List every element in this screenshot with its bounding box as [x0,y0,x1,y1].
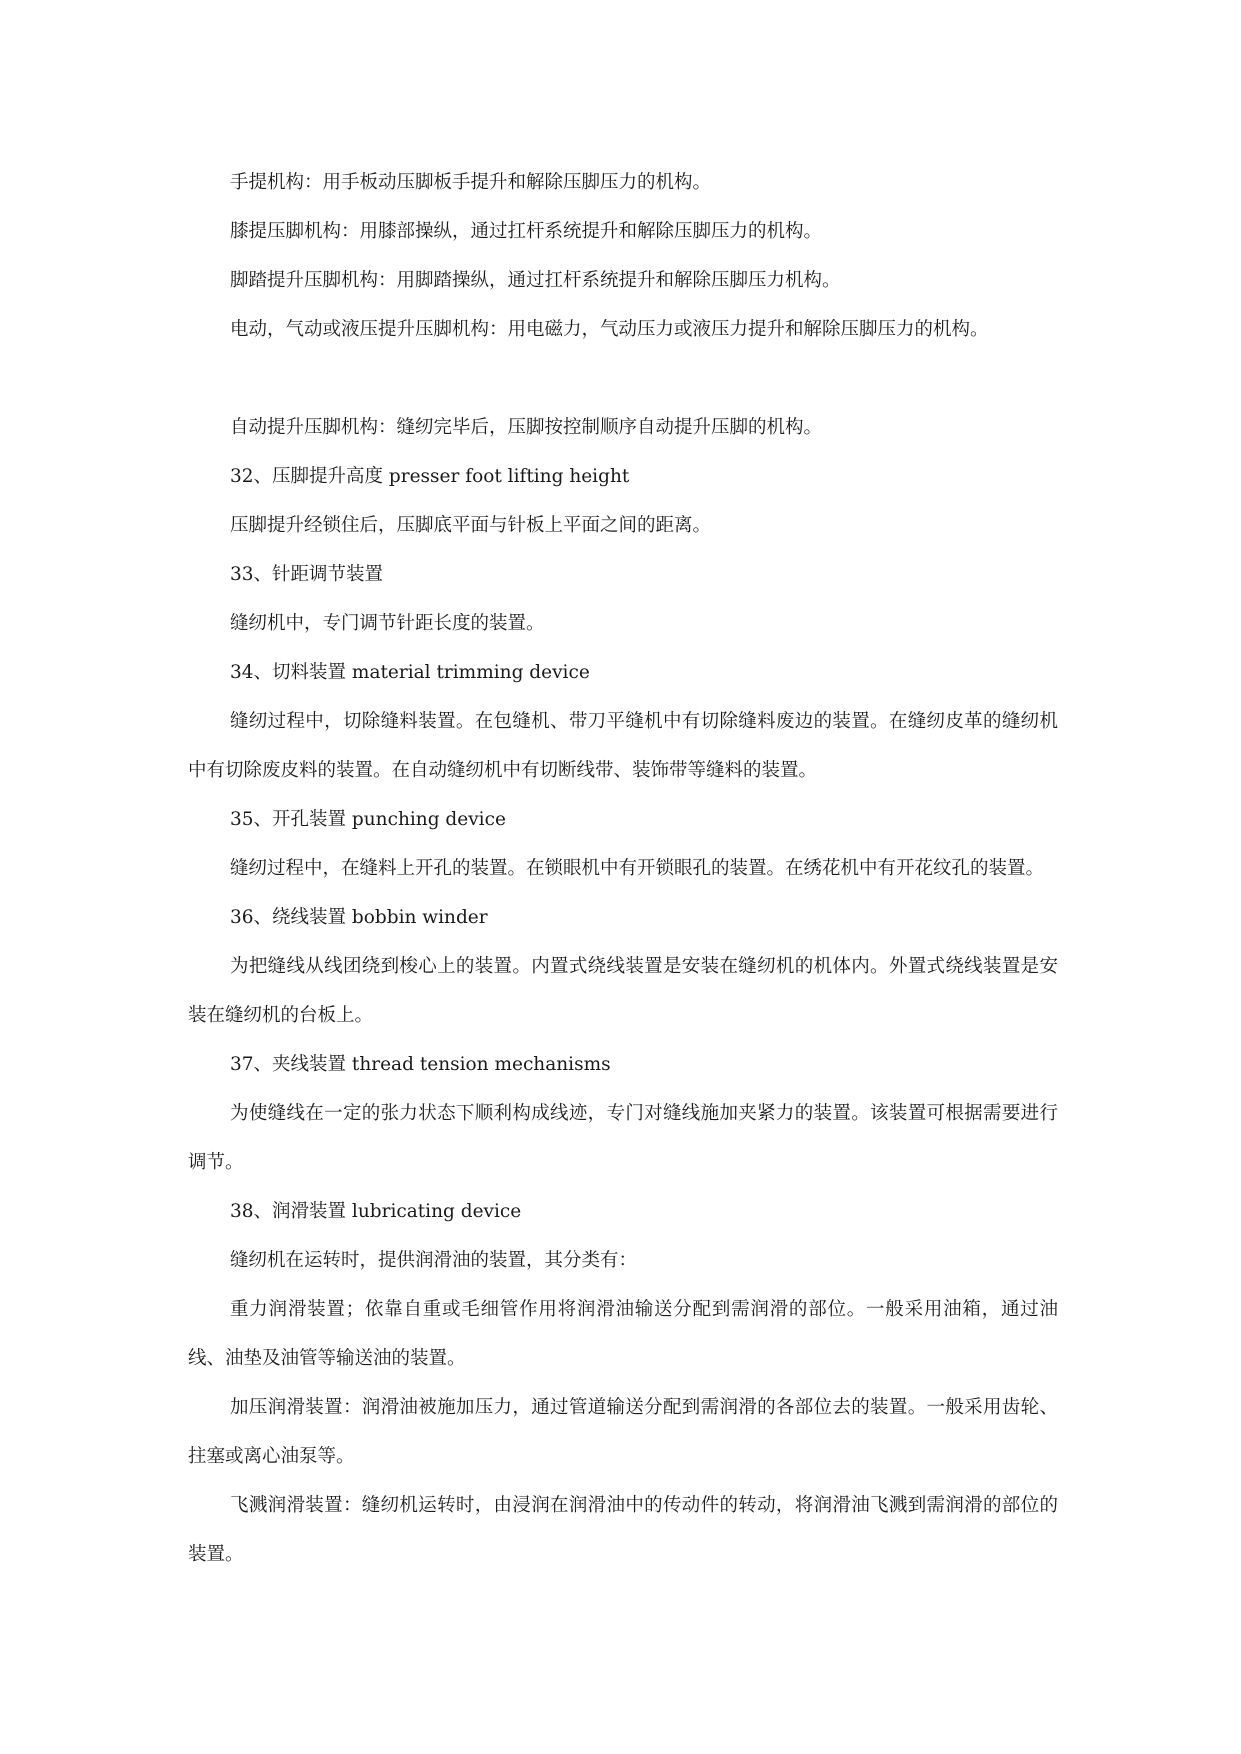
document-body [188,158,1058,1579]
paragraph-knee-lifter: 膝提压脚机构：用膝部操纵，通过扛杆系统提升和解除压脚压力的机构。 [230,221,823,242]
paragraph-auto-lifter: 自动提升压脚机构：缝纫完毕后，压脚按控制顺序自动提升压脚的机构。 [230,417,823,438]
heading-34: 34、切料装置 material trimming device [230,662,590,683]
paragraph-38-intro: 缝纫机在运转时，提供润滑油的装置，其分类有： [230,1250,638,1271]
paragraph-gravity-lubrication: 重力润滑装置；依靠自重或毛细管作用将润滑油输送分配到需润滑的部位。一般采用油箱，通过油线、油垫及油管等输送油的装置。 [188,1299,1058,1369]
paragraph-powered-lifter: 电动，气动或液压提升压脚机构：用电磁力，气动压力或液压力提升和解除压脚压力的机构。 [230,319,989,340]
paragraph-pressure-lubrication: 加压润滑装置：润滑油被施加压力，通过管道输送分配到需润滑的各部位去的装置。一般采用齿轮、拄塞或离心油泵等。 [188,1397,1058,1467]
heading-36: 36、绕线装置 bobbin winder [230,907,488,928]
paragraph-36-body: 为把缝线从线团绕到梭心上的装置。内置式绕线装置是安装在缝纫机的机体内。外置式绕线装置是安装在缝纫机的台板上。 [188,956,1058,1026]
heading-37: 37、夹线装置 thread tension mechanisms [230,1054,611,1075]
paragraph-splash-lubrication: 飞溅润滑装置：缝纫机运转时，由浸润在润滑油中的传动件的转动，将润滑油飞溅到需润滑的部位的装置。 [188,1495,1058,1565]
heading-35: 35、开孔装置 punching device [230,809,506,830]
paragraph-37-body: 为使缝线在一定的张力状态下顺利构成线迹，专门对缝线施加夹紧力的装置。该装置可根据需要进行调节。 [188,1103,1058,1173]
paragraph-foot-lifter: 脚踏提升压脚机构：用脚踏操纵，通过扛杆系统提升和解除压脚压力机构。 [230,270,841,291]
heading-32: 32、压脚提升高度 presser foot lifting height [230,466,630,487]
paragraph-35-body: 缝纫过程中，在缝料上开孔的装置。在锁眼机中有开锁眼孔的装置。在绣花机中有开花纹孔的装置。 [230,858,1045,879]
paragraph-32-body: 压脚提升经锁住后，压脚底平面与针板上平面之间的距离。 [230,515,712,536]
heading-38: 38、润滑装置 lubricating device [230,1201,522,1222]
heading-33: 33、针距调节装置 [230,564,384,585]
paragraph-34-body: 缝纫过程中，切除缝料装置。在包缝机、带刀平缝机中有切除缝料废边的装置。在缝纫皮革的缝纫机中有切除废皮料的装置。在自动缝纫机中有切断线带、装饰带等缝料的装置。 [188,711,1058,781]
paragraph-33-body: 缝纫机中，专门调节针距长度的装置。 [230,613,545,634]
blank-line [188,354,1058,403]
paragraph-hand-lifter: 手提机构：用手板动压脚板手提升和解除压脚压力的机构。 [230,172,712,193]
